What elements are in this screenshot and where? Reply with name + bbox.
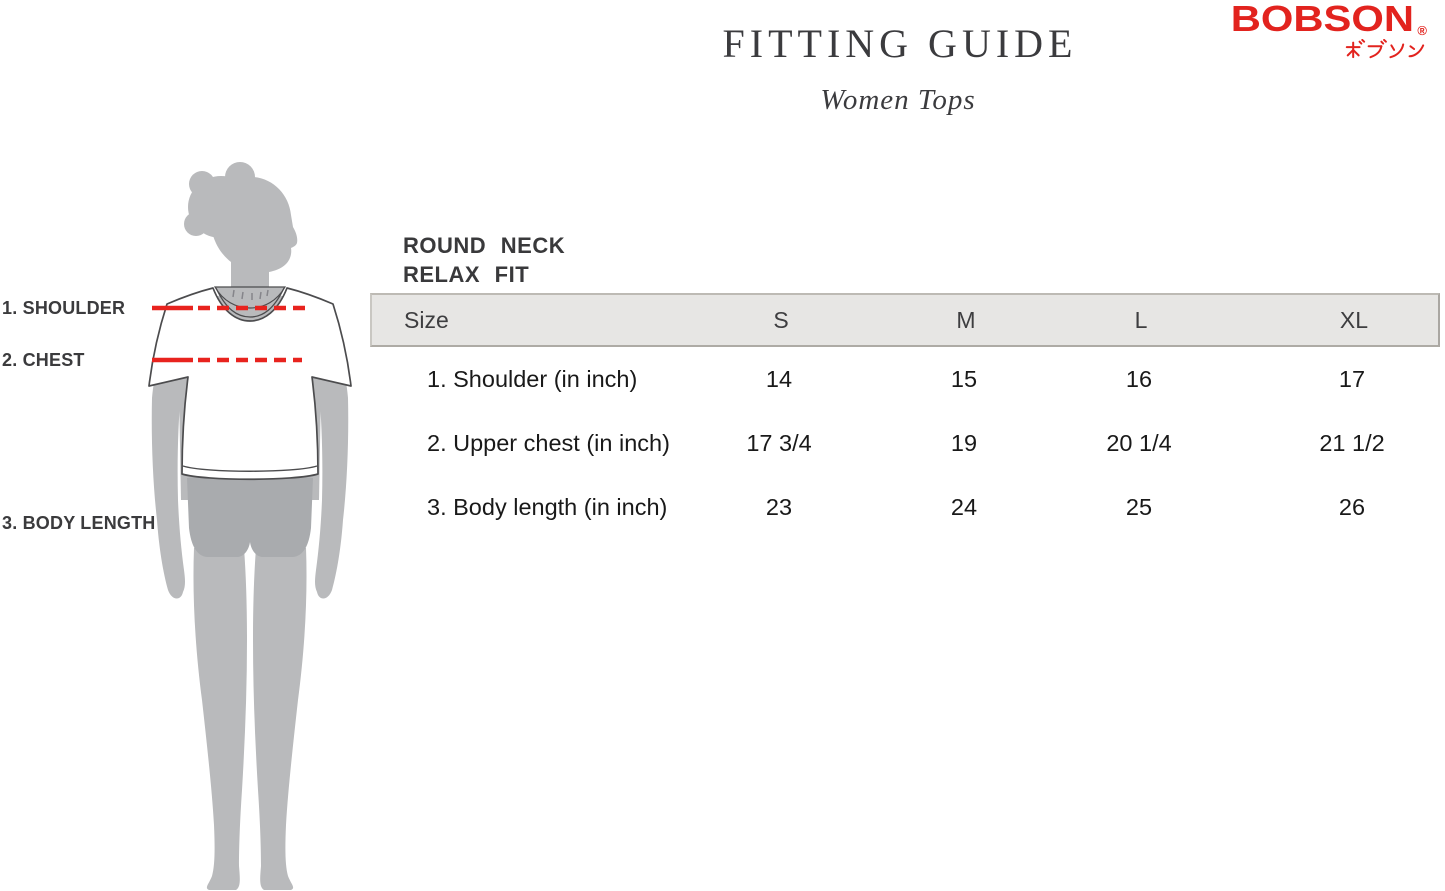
row-label-shoulder: 1. Shoulder (in inch) xyxy=(427,365,638,392)
column-header-xl: XL xyxy=(1339,306,1369,333)
table-header-row xyxy=(370,293,1440,347)
brand-logo-text: BOBSON xyxy=(1231,0,1415,39)
label-chest: 2. CHEST xyxy=(2,350,85,370)
label-body-length: 3. BODY LENGTH xyxy=(2,513,156,533)
size-table xyxy=(370,231,1440,539)
product-name-line1: ROUND NECK xyxy=(403,233,566,258)
cell-body-m: 24 xyxy=(950,493,978,520)
woman-tshirt-figure xyxy=(0,160,370,891)
cell-shoulder-m: 15 xyxy=(950,365,978,392)
row-label-body-length: 3. Body length (in inch) xyxy=(427,493,668,520)
table-row xyxy=(370,475,1440,539)
cell-chest-l: 20 1/4 xyxy=(1106,429,1172,456)
label-shoulder: 1. SHOULDER xyxy=(2,298,126,318)
cell-shoulder-xl: 17 xyxy=(1338,365,1366,392)
brand-logo xyxy=(1231,0,1427,59)
table-row xyxy=(370,347,1440,411)
brand-logo-row xyxy=(1231,0,1427,39)
cell-chest-xl: 21 1/2 xyxy=(1319,429,1385,456)
column-header-m: M xyxy=(956,306,976,333)
cell-body-s: 23 xyxy=(765,493,793,520)
column-header-size: Size xyxy=(404,306,449,333)
row-label-upper-chest: 2. Upper chest (in inch) xyxy=(427,429,670,456)
cell-shoulder-l: 16 xyxy=(1125,365,1153,392)
product-name-line2: RELAX FIT xyxy=(403,262,530,287)
page-subtitle: Women Tops xyxy=(820,84,976,116)
shorts-shape xyxy=(187,475,313,557)
cell-chest-m: 19 xyxy=(950,429,978,456)
cell-body-xl: 26 xyxy=(1338,493,1366,520)
column-header-l: L xyxy=(1134,306,1148,333)
table-row xyxy=(370,411,1440,475)
cell-shoulder-s: 14 xyxy=(765,365,793,392)
column-header-s: S xyxy=(773,306,789,333)
katakana-bobson-icon xyxy=(1343,39,1427,59)
registered-trademark-icon: ® xyxy=(1417,23,1427,38)
page-title: FITTING GUIDE xyxy=(722,21,1078,66)
cell-chest-s: 17 3/4 xyxy=(746,429,812,456)
cell-body-l: 25 xyxy=(1125,493,1153,520)
brand-logo-japanese xyxy=(1256,39,1427,59)
